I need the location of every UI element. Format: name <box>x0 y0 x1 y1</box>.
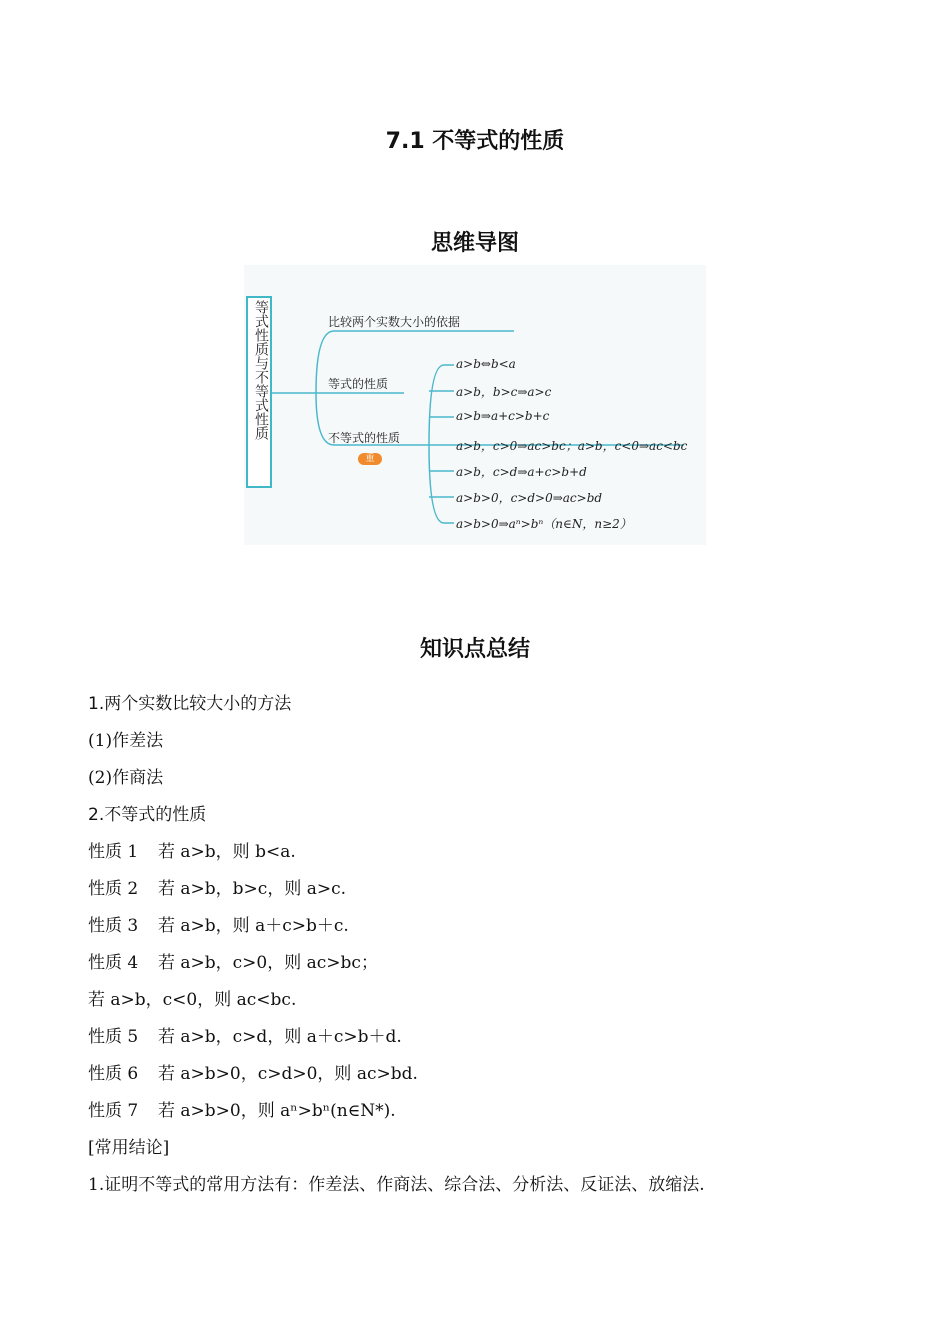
heading-compare-methods: 1.两个实数比较大小的方法 <box>88 694 292 714</box>
property-label: 性质 1 <box>88 842 139 862</box>
property-label: 性质 4 <box>88 953 139 973</box>
common-conclusions-heading: [常用结论] <box>88 1138 170 1158</box>
leaf-trunk <box>429 365 454 523</box>
method-difference: (1)作差法 <box>88 731 164 751</box>
property-label: 性质 7 <box>88 1101 139 1121</box>
knowledge-section-title: 知识点总结 <box>419 637 530 662</box>
branch-equality: 等式的性质 <box>328 377 389 391</box>
leaf-3: a>b⇒a+c>b+c <box>456 409 550 423</box>
property-text: 若 a>b，则 a＋c>b＋c. <box>158 916 349 936</box>
leaf-6: a>b>0，c>d>0⇒ac>bd <box>456 491 603 505</box>
mindmap-figure <box>244 265 706 545</box>
common-conclusion-1: 1.证明不等式的常用方法有：作差法、作商法、综合法、分析法、反证法、放缩法. <box>88 1175 705 1195</box>
mindmap-root-label: 等式性质与不等式性质 <box>253 300 269 440</box>
property-label: 性质 6 <box>88 1064 139 1084</box>
property-label: 性质 2 <box>88 879 139 899</box>
property-row <box>88 1096 396 1121</box>
branch-inequality: 不等式的性质 <box>328 431 401 445</box>
property-row <box>88 948 378 973</box>
property-text: 若 a>b>0，c>d>0，则 ac>bd. <box>158 1064 418 1084</box>
property-text: 若 a>b，c>d，则 a＋c>b＋d. <box>158 1027 402 1047</box>
property-text: 若 a>b，则 b<a. <box>158 842 296 862</box>
property-row <box>88 837 296 862</box>
property-row <box>88 1059 418 1084</box>
property-text: 若 a>b>0，则 aⁿ>bⁿ(n∈N*). <box>158 1101 396 1121</box>
leaf-4: a>b，c>0⇒ac>bc；a>b，c<0⇒ac<bc <box>456 439 688 453</box>
document-title: 7.1 不等式的性质 <box>385 129 565 154</box>
branch-compare: 比较两个实数大小的依据 <box>328 315 461 329</box>
leaf-2: a>b，b>c⇒a>c <box>456 385 552 399</box>
leaf-1: a>b⇔b<a <box>456 357 516 371</box>
important-badge: 重 <box>358 453 382 465</box>
heading-properties: 2.不等式的性质 <box>88 805 207 825</box>
property-text: 若 a>b，c>0，则 ac>bc； <box>158 953 378 973</box>
property-row <box>88 1022 402 1047</box>
leaf-5: a>b，c>d⇒a+c>b+d <box>456 465 587 479</box>
leaf-7: a>b>0⇒aⁿ>bⁿ（n∈N，n≥2） <box>456 517 632 531</box>
property-text: 若 a>b，c<0，则 ac<bc. <box>88 990 297 1010</box>
property-label: 性质 5 <box>88 1027 139 1047</box>
property-text: 若 a>b，b>c，则 a>c. <box>158 879 347 899</box>
mindmap-section-title: 思维导图 <box>430 231 519 256</box>
property-row <box>88 874 346 899</box>
method-quotient: (2)作商法 <box>88 768 164 788</box>
property-row <box>88 911 349 936</box>
property-row-continuation <box>88 985 296 1010</box>
property-label: 性质 3 <box>88 916 139 936</box>
